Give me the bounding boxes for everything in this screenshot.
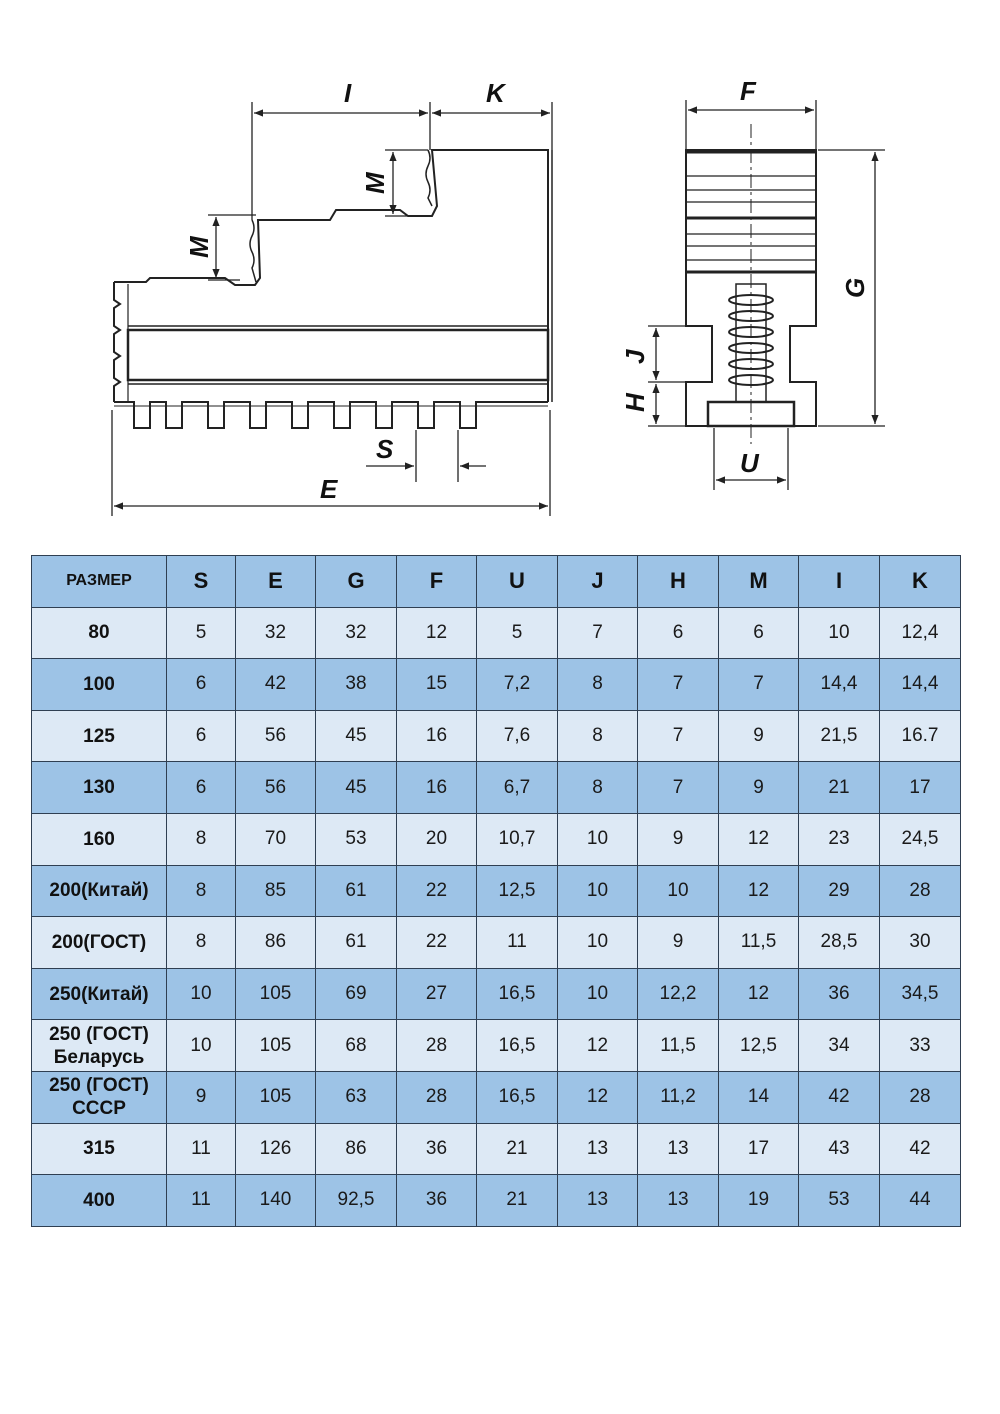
size-label: 250(Китай) — [49, 983, 149, 1005]
value-cell: 16.7 — [880, 710, 961, 762]
value-cell: 6 — [167, 710, 236, 762]
value-cell: 11 — [477, 917, 558, 969]
value-cell: 21,5 — [799, 710, 880, 762]
value-cell: 33 — [880, 1020, 961, 1072]
value-cell: 17 — [880, 762, 961, 814]
value-cell: 92,5 — [316, 1175, 397, 1227]
value-cell: 6 — [638, 607, 719, 659]
value-cell: 8 — [167, 917, 236, 969]
value-cell: 7,6 — [477, 710, 558, 762]
size-label-line2: Беларусь — [53, 1046, 145, 1068]
value-cell: 6 — [719, 607, 799, 659]
value-cell: 21 — [477, 1123, 558, 1175]
value-cell: 38 — [316, 659, 397, 711]
header-size: РАЗМЕР — [32, 556, 167, 608]
table-row — [32, 659, 961, 711]
value-cell: 16,5 — [477, 968, 558, 1020]
table-row — [32, 917, 961, 969]
header-H: H — [638, 556, 719, 608]
side-view-dimensions — [112, 102, 552, 516]
value-cell: 28 — [397, 1020, 477, 1072]
value-cell: 14,4 — [799, 659, 880, 711]
table-row — [32, 1175, 961, 1227]
header-M: M — [719, 556, 799, 608]
label-U: U — [740, 448, 759, 478]
value-cell: 45 — [316, 762, 397, 814]
value-cell: 61 — [316, 917, 397, 969]
value-cell: 10 — [558, 968, 638, 1020]
size-label: 200(ГОСТ) — [51, 931, 147, 953]
value-cell: 7 — [558, 607, 638, 659]
value-cell: 6,7 — [477, 762, 558, 814]
value-cell: 5 — [167, 607, 236, 659]
value-cell: 10,7 — [477, 813, 558, 865]
size-label: 400 — [83, 1189, 115, 1211]
value-cell: 30 — [880, 917, 961, 969]
header-U: U — [477, 556, 558, 608]
side-view — [114, 150, 552, 428]
end-view — [686, 124, 816, 444]
value-cell: 105 — [236, 1020, 316, 1072]
value-cell: 61 — [316, 865, 397, 917]
value-cell: 10 — [558, 813, 638, 865]
value-cell: 24,5 — [880, 813, 961, 865]
value-cell: 10 — [167, 968, 236, 1020]
value-cell: 21 — [477, 1175, 558, 1227]
value-cell: 86 — [316, 1123, 397, 1175]
value-cell: 6 — [167, 762, 236, 814]
header-F: F — [397, 556, 477, 608]
size-cell — [32, 710, 167, 762]
value-cell: 56 — [236, 762, 316, 814]
label-S: S — [376, 434, 394, 464]
value-cell: 7 — [638, 710, 719, 762]
size-label: 80 — [88, 622, 110, 644]
value-cell: 9 — [167, 1071, 236, 1123]
value-cell: 23 — [799, 813, 880, 865]
value-cell: 19 — [719, 1175, 799, 1227]
value-cell: 85 — [236, 865, 316, 917]
value-cell: 17 — [719, 1123, 799, 1175]
size-label: 130 — [83, 777, 115, 799]
header-I: I — [799, 556, 880, 608]
size-label: 250 (ГОСТ) — [49, 1023, 149, 1045]
value-cell: 16,5 — [477, 1071, 558, 1123]
size-label: 200(Китай) — [49, 880, 149, 902]
value-cell: 12 — [558, 1020, 638, 1072]
value-cell: 10 — [558, 865, 638, 917]
header-E: E — [236, 556, 316, 608]
value-cell: 86 — [236, 917, 316, 969]
value-cell: 12 — [719, 813, 799, 865]
value-cell: 12 — [719, 968, 799, 1020]
header-K: K — [880, 556, 961, 608]
value-cell: 6 — [167, 659, 236, 711]
value-cell: 15 — [397, 659, 477, 711]
label-I: I — [344, 78, 352, 108]
label-E: E — [320, 474, 338, 504]
value-cell: 22 — [397, 917, 477, 969]
size-cell — [32, 762, 167, 814]
value-cell: 11,2 — [638, 1071, 719, 1123]
value-cell: 12,2 — [638, 968, 719, 1020]
value-cell: 9 — [638, 917, 719, 969]
label-K: K — [486, 78, 505, 108]
value-cell: 8 — [167, 813, 236, 865]
size-cell — [32, 968, 167, 1020]
value-cell: 43 — [799, 1123, 880, 1175]
label-G: G — [840, 277, 870, 298]
value-cell: 34,5 — [880, 968, 961, 1020]
size-cell — [32, 1071, 167, 1123]
table-row — [32, 762, 961, 814]
value-cell: 42 — [236, 659, 316, 711]
value-cell: 42 — [880, 1123, 961, 1175]
size-cell — [32, 917, 167, 969]
size-label: 250 (ГОСТ) — [49, 1075, 149, 1097]
header-S: S — [167, 556, 236, 608]
label-M-lower: M — [184, 236, 214, 258]
value-cell: 140 — [236, 1175, 316, 1227]
table-row — [32, 607, 961, 659]
value-cell: 29 — [799, 865, 880, 917]
size-label-line2: СССР — [72, 1098, 126, 1120]
table-header-row — [32, 556, 961, 608]
size-label: 160 — [83, 828, 115, 850]
table-row — [32, 865, 961, 917]
value-cell: 7 — [638, 659, 719, 711]
label-M-upper: M — [360, 172, 390, 194]
value-cell: 28 — [880, 1071, 961, 1123]
header-J: J — [558, 556, 638, 608]
value-cell: 12,5 — [719, 1020, 799, 1072]
value-cell: 10 — [638, 865, 719, 917]
value-cell: 36 — [397, 1123, 477, 1175]
value-cell: 8 — [558, 762, 638, 814]
size-cell — [32, 659, 167, 711]
value-cell: 8 — [558, 659, 638, 711]
value-cell: 12,4 — [880, 607, 961, 659]
value-cell: 16 — [397, 710, 477, 762]
value-cell: 8 — [558, 710, 638, 762]
value-cell: 21 — [799, 762, 880, 814]
value-cell: 105 — [236, 968, 316, 1020]
value-cell: 36 — [799, 968, 880, 1020]
table-row — [32, 968, 961, 1020]
jaw-technical-drawing — [0, 0, 1000, 540]
value-cell: 14 — [719, 1071, 799, 1123]
size-cell — [32, 1123, 167, 1175]
table-row — [32, 1071, 961, 1123]
value-cell: 9 — [638, 813, 719, 865]
value-cell: 9 — [719, 710, 799, 762]
value-cell: 13 — [638, 1175, 719, 1227]
value-cell: 13 — [558, 1175, 638, 1227]
value-cell: 70 — [236, 813, 316, 865]
value-cell: 28,5 — [799, 917, 880, 969]
table-row — [32, 1123, 961, 1175]
size-label: 125 — [83, 725, 115, 747]
value-cell: 68 — [316, 1020, 397, 1072]
value-cell: 53 — [799, 1175, 880, 1227]
value-cell: 14,4 — [880, 659, 961, 711]
size-cell — [32, 865, 167, 917]
value-cell: 126 — [236, 1123, 316, 1175]
value-cell: 69 — [316, 968, 397, 1020]
value-cell: 9 — [719, 762, 799, 814]
value-cell: 10 — [167, 1020, 236, 1072]
table-row — [32, 1020, 961, 1072]
value-cell: 12 — [558, 1071, 638, 1123]
table-row — [32, 710, 961, 762]
value-cell: 45 — [316, 710, 397, 762]
value-cell: 10 — [799, 607, 880, 659]
value-cell: 63 — [316, 1071, 397, 1123]
value-cell: 8 — [167, 865, 236, 917]
value-cell: 16 — [397, 762, 477, 814]
value-cell: 13 — [558, 1123, 638, 1175]
value-cell: 32 — [236, 607, 316, 659]
value-cell: 5 — [477, 607, 558, 659]
value-cell: 20 — [397, 813, 477, 865]
label-H: H — [620, 393, 650, 412]
label-F: F — [740, 76, 756, 106]
value-cell: 16,5 — [477, 1020, 558, 1072]
size-label: 100 — [83, 673, 115, 695]
value-cell: 10 — [558, 917, 638, 969]
value-cell: 12 — [397, 607, 477, 659]
value-cell: 11 — [167, 1175, 236, 1227]
size-cell — [32, 1175, 167, 1227]
header-G: G — [316, 556, 397, 608]
value-cell: 27 — [397, 968, 477, 1020]
value-cell: 12 — [719, 865, 799, 917]
value-cell: 11,5 — [719, 917, 799, 969]
value-cell: 7 — [719, 659, 799, 711]
value-cell: 11 — [167, 1123, 236, 1175]
size-label: 315 — [83, 1138, 115, 1160]
value-cell: 53 — [316, 813, 397, 865]
value-cell: 11,5 — [638, 1020, 719, 1072]
value-cell: 36 — [397, 1175, 477, 1227]
value-cell: 7 — [638, 762, 719, 814]
value-cell: 42 — [799, 1071, 880, 1123]
value-cell: 34 — [799, 1020, 880, 1072]
value-cell: 56 — [236, 710, 316, 762]
value-cell: 32 — [316, 607, 397, 659]
table-row — [32, 813, 961, 865]
size-cell — [32, 813, 167, 865]
value-cell: 28 — [397, 1071, 477, 1123]
value-cell: 12,5 — [477, 865, 558, 917]
value-cell: 13 — [638, 1123, 719, 1175]
value-cell: 22 — [397, 865, 477, 917]
value-cell: 7,2 — [477, 659, 558, 711]
label-J: J — [620, 349, 650, 364]
dimensions-table — [31, 555, 961, 1227]
value-cell: 44 — [880, 1175, 961, 1227]
value-cell: 28 — [880, 865, 961, 917]
value-cell: 105 — [236, 1071, 316, 1123]
size-cell — [32, 1020, 167, 1072]
size-cell — [32, 607, 167, 659]
